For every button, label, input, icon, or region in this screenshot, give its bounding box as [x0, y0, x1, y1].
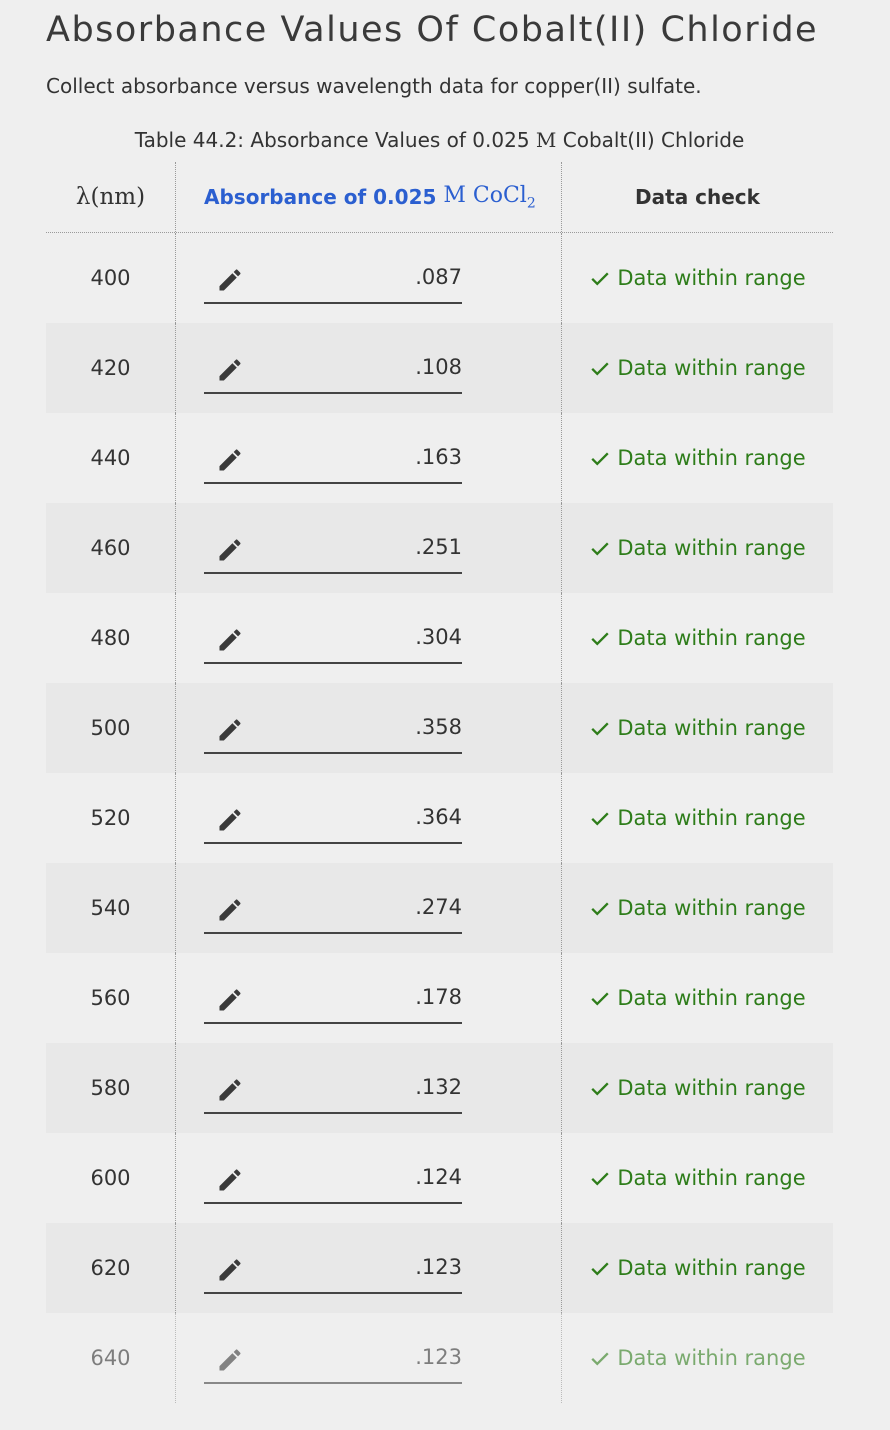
data-check-status: [589, 896, 805, 920]
checkmark-icon: [589, 1077, 611, 1099]
data-check-label: Data within range: [617, 806, 806, 830]
data-check-status: [589, 716, 805, 740]
data-check-status: [589, 446, 805, 470]
absorbance-input[interactable]: [204, 978, 462, 1024]
check-cell: [562, 1313, 833, 1403]
absorbance-cell: [176, 953, 562, 1043]
header-absorbance: [204, 162, 536, 232]
data-check-status: [589, 1166, 805, 1190]
checkmark-icon: [589, 717, 611, 739]
data-check-label: Data within range: [617, 536, 806, 560]
absorbance-input[interactable]: [204, 798, 462, 844]
absorbance-input[interactable]: [204, 258, 462, 304]
data-check-label: Data within range: [617, 986, 806, 1010]
data-check-label: Data within range: [617, 356, 806, 380]
data-check-label: Data within range: [617, 1076, 806, 1100]
table-row: [46, 593, 833, 683]
absorbance-value[interactable]: .304: [415, 625, 462, 649]
check-cell: [562, 683, 833, 773]
wavelength-value: 440: [90, 446, 131, 470]
check-cell: [562, 233, 833, 323]
check-cell: [562, 593, 833, 683]
checkmark-icon: [589, 1167, 611, 1189]
check-cell: [562, 1043, 833, 1133]
table-row: [46, 413, 833, 503]
wavelength-cell: [46, 593, 176, 683]
data-check-status: [589, 266, 805, 290]
checkmark-icon: [589, 987, 611, 1009]
wavelength-cell: [46, 413, 176, 503]
table-row: [46, 323, 833, 413]
data-check-status: [589, 1256, 805, 1280]
check-cell: [562, 413, 833, 503]
absorbance-cell: [176, 1313, 562, 1403]
absorbance-value[interactable]: .178: [415, 985, 462, 1009]
table-row: [46, 863, 833, 953]
page-title: Absorbance Values Of Cobalt(II) Chloride: [46, 10, 819, 50]
wavelength-cell: [46, 863, 176, 953]
caption-unit: M: [535, 128, 557, 152]
pencil-icon[interactable]: [216, 1076, 244, 1104]
data-check-status: [589, 1346, 805, 1370]
absorbance-input[interactable]: [204, 438, 462, 484]
data-check-status: [589, 806, 805, 830]
wavelength-value: 600: [90, 1166, 131, 1190]
table-row: [46, 773, 833, 863]
wavelength-value: 560: [90, 986, 131, 1010]
table-header-row: [46, 162, 833, 233]
check-cell: [562, 323, 833, 413]
check-cell: [562, 1223, 833, 1313]
header-absorbance-prefix: Absorbance of 0.025: [204, 185, 437, 209]
wavelength-cell: [46, 1133, 176, 1223]
checkmark-icon: [589, 447, 611, 469]
pencil-icon[interactable]: [216, 986, 244, 1014]
wavelength-cell: [46, 953, 176, 1043]
table-row: [46, 683, 833, 773]
wavelength-cell: [46, 1223, 176, 1313]
absorbance-cell: [176, 683, 562, 773]
data-check-status: [589, 356, 805, 380]
absorbance-input[interactable]: [204, 1158, 462, 1204]
header-absorbance-math: [443, 183, 535, 211]
data-check-label: Data within range: [617, 1256, 806, 1280]
caption-suffix: Cobalt(II) Chloride: [556, 128, 745, 152]
pencil-icon[interactable]: [216, 716, 244, 744]
checkmark-icon: [589, 627, 611, 649]
absorbance-input[interactable]: [204, 348, 462, 394]
table-row: [46, 1223, 833, 1313]
header-wavelength: λ(nm): [75, 184, 146, 210]
pencil-icon[interactable]: [216, 1256, 244, 1284]
caption-prefix: Table 44.2: Absorbance Values of 0.025: [134, 128, 536, 152]
checkmark-icon: [589, 1257, 611, 1279]
wavelength-value: 580: [90, 1076, 131, 1100]
absorbance-cell: [176, 503, 562, 593]
wavelength-cell: [46, 773, 176, 863]
wavelength-value: 640: [90, 1346, 131, 1370]
wavelength-cell: [46, 1313, 176, 1403]
table-caption: [46, 128, 833, 152]
absorbance-input[interactable]: [204, 1248, 462, 1294]
absorbance-input[interactable]: [204, 618, 462, 664]
absorbance-value[interactable]: .163: [415, 445, 462, 469]
check-cell: [562, 503, 833, 593]
absorbance-cell: [176, 1043, 562, 1133]
wavelength-value: 400: [90, 266, 131, 290]
table-body: [46, 233, 833, 1403]
check-cell: [562, 773, 833, 863]
pencil-icon[interactable]: [216, 356, 244, 384]
absorbance-value[interactable]: .087: [415, 265, 462, 289]
absorbance-cell: [176, 323, 562, 413]
table-row: [46, 1313, 833, 1403]
header-check: Data check: [635, 185, 760, 209]
checkmark-icon: [589, 357, 611, 379]
check-cell: [562, 1133, 833, 1223]
data-check-label: Data within range: [617, 1166, 806, 1190]
absorbance-value[interactable]: .364: [415, 805, 462, 829]
data-check-label: Data within range: [617, 1346, 806, 1370]
absorbance-value[interactable]: .108: [415, 355, 462, 379]
data-check-label: Data within range: [617, 266, 806, 290]
pencil-icon[interactable]: [216, 536, 244, 564]
absorbance-input[interactable]: [204, 528, 462, 574]
data-check-label: Data within range: [617, 446, 806, 470]
absorbance-cell: [176, 593, 562, 683]
wavelength-value: 480: [90, 626, 131, 650]
wavelength-value: 460: [90, 536, 131, 560]
header-absorbance-formula: M CoCl: [443, 182, 527, 208]
wavelength-value: 540: [90, 896, 131, 920]
wavelength-cell: [46, 683, 176, 773]
table-row: [46, 233, 833, 323]
wavelength-value: 520: [90, 806, 131, 830]
absorbance-cell: [176, 413, 562, 503]
pencil-icon[interactable]: [216, 626, 244, 654]
wavelength-cell: [46, 323, 176, 413]
absorbance-cell: [176, 1223, 562, 1313]
absorbance-value[interactable]: .123: [415, 1345, 462, 1369]
header-absorbance-subscript: 2: [526, 195, 536, 212]
absorbance-cell: [176, 233, 562, 323]
checkmark-icon: [589, 1347, 611, 1369]
absorbance-input[interactable]: [204, 1068, 462, 1114]
absorbance-value[interactable]: .123: [415, 1255, 462, 1279]
checkmark-icon: [589, 807, 611, 829]
absorbance-table: [46, 162, 833, 1403]
absorbance-input[interactable]: [204, 1338, 462, 1384]
header-wavelength-cell: [46, 162, 176, 232]
data-check-label: Data within range: [617, 716, 806, 740]
pencil-icon[interactable]: [216, 266, 244, 294]
absorbance-value[interactable]: .251: [415, 535, 462, 559]
wavelength-value: 420: [90, 356, 131, 380]
pencil-icon[interactable]: [216, 806, 244, 834]
check-cell: [562, 953, 833, 1043]
absorbance-value[interactable]: .124: [415, 1165, 462, 1189]
table-row: [46, 1043, 833, 1133]
pencil-icon[interactable]: [216, 896, 244, 924]
table-row: [46, 503, 833, 593]
table-row: [46, 953, 833, 1043]
data-check-label: Data within range: [617, 626, 806, 650]
wavelength-cell: [46, 233, 176, 323]
absorbance-input[interactable]: [204, 708, 462, 754]
absorbance-input[interactable]: [204, 888, 462, 934]
data-check-label: Data within range: [617, 896, 806, 920]
check-cell: [562, 863, 833, 953]
wavelength-cell: [46, 1043, 176, 1133]
pencil-icon[interactable]: [216, 1346, 244, 1374]
checkmark-icon: [589, 267, 611, 289]
wavelength-value: 500: [90, 716, 131, 740]
absorbance-value[interactable]: .132: [415, 1075, 462, 1099]
absorbance-value[interactable]: .274: [415, 895, 462, 919]
data-check-status: [589, 536, 805, 560]
absorbance-value[interactable]: .358: [415, 715, 462, 739]
page-subtitle: Collect absorbance versus wavelength data for copper(II) sulfate.: [46, 74, 702, 98]
absorbance-cell: [176, 773, 562, 863]
data-check-status: [589, 626, 805, 650]
header-check-cell: [562, 162, 833, 232]
header-absorbance-cell: [176, 162, 562, 232]
table-row: [46, 1133, 833, 1223]
pencil-icon[interactable]: [216, 446, 244, 474]
wavelength-value: 620: [90, 1256, 131, 1280]
data-check-status: [589, 1076, 805, 1100]
checkmark-icon: [589, 537, 611, 559]
absorbance-cell: [176, 1133, 562, 1223]
data-check-status: [589, 986, 805, 1010]
pencil-icon[interactable]: [216, 1166, 244, 1194]
checkmark-icon: [589, 897, 611, 919]
wavelength-cell: [46, 503, 176, 593]
absorbance-cell: [176, 863, 562, 953]
